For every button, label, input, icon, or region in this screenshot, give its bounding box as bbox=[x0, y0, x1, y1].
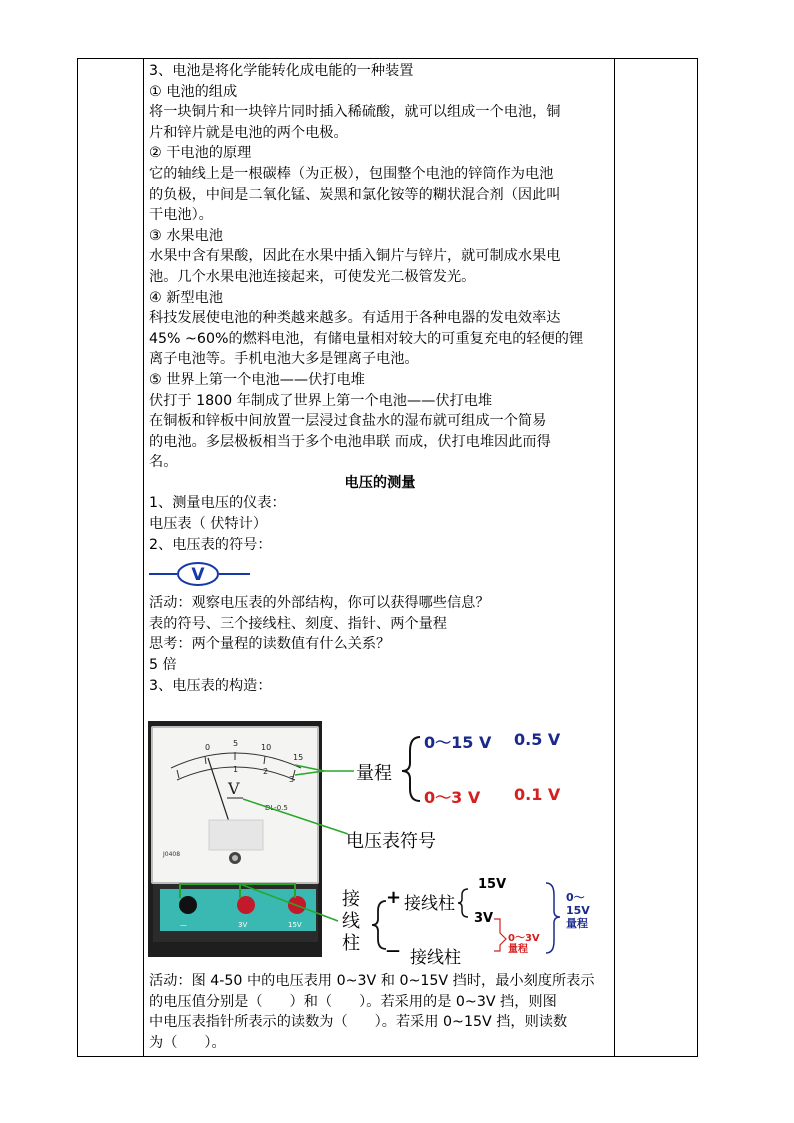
terminal-label bbox=[342, 889, 360, 955]
activity-block bbox=[149, 971, 611, 1053]
range-015-label bbox=[566, 891, 590, 930]
paragraph-line: 名。 bbox=[149, 454, 178, 471]
paragraph-line: 水果中含有果酸，因此在水果中插入铜片与锌片，就可制成水果电 bbox=[149, 248, 561, 265]
voltmeter-symbol-letter: V bbox=[191, 565, 205, 586]
dial-brand: J0408 bbox=[163, 851, 181, 858]
plus-icon: + bbox=[386, 887, 402, 908]
paragraph-line: 伏打于 1800 年制成了世界上第一个电池——伏打电堆 bbox=[149, 392, 493, 409]
terminal-3v-label: 3V bbox=[474, 911, 494, 926]
paragraph-line: 池。几个水果电池连接起来，可使发光二极管发光。 bbox=[149, 268, 476, 285]
answer-line: 表的符号、三个接线柱、刻度、指针、两个量程 bbox=[149, 615, 447, 632]
question-line: 1、测量电压的仪表： bbox=[149, 495, 286, 512]
subsection-title: ① 电池的组成 bbox=[149, 83, 238, 100]
terminal-15v-label: 15V bbox=[478, 877, 507, 892]
paragraph-line: 的电池。多层极板相当于多个电池串联 而成，伏打电堆因此而得 bbox=[149, 433, 551, 450]
plus-terminal-label: 接线柱 bbox=[404, 894, 455, 914]
voltmeter-symbol bbox=[149, 557, 611, 591]
scale-label: 1 bbox=[233, 765, 239, 774]
paragraph-line: 它的轴线上是一根碳棒（为正极），包围整个电池的锌筒作为电池 bbox=[149, 165, 554, 182]
subsection-title: ③ 水果电池 bbox=[149, 227, 223, 244]
range-03-label bbox=[508, 933, 540, 955]
subsection-title: ④ 新型电池 bbox=[149, 289, 223, 306]
range-high: 0～15 V bbox=[424, 733, 492, 752]
answer-line: 5 倍 bbox=[149, 657, 177, 674]
minus-terminal-label: 接线柱 bbox=[410, 948, 461, 968]
subsection-title: ② 干电池的原理 bbox=[149, 145, 252, 162]
voltmeter-symbol-icon bbox=[149, 557, 259, 591]
activity-line: 的电压值分别是（ ）和（ ）。若采用的是 0~3V 挡，则图 bbox=[149, 993, 557, 1010]
scale-label: 15 bbox=[293, 753, 304, 762]
paragraph-line: 离子电池等。手机电池大多是锂离子电池。 bbox=[149, 351, 419, 368]
range-label: 量程 bbox=[356, 763, 392, 784]
paragraph-line: 片和锌片就是电池的两个电极。 bbox=[149, 124, 348, 141]
terminal-label-char: 接 bbox=[342, 889, 360, 910]
range-015-unit: 量程 bbox=[566, 917, 588, 930]
question-line: 3、电压表的构造： bbox=[149, 677, 272, 694]
scale-label: 10 bbox=[261, 743, 272, 752]
post-label: — bbox=[180, 921, 187, 929]
terminal-label-char: 柱 bbox=[342, 933, 360, 954]
dial-v-letter: V bbox=[228, 779, 240, 798]
paragraph-line: 的负极，中间是二氧化锰、炭黑和氯化铵等的糊状混合剂（因此叫 bbox=[149, 186, 561, 203]
post-label: 3V bbox=[238, 921, 248, 929]
paragraph-line: 干电池）。 bbox=[149, 207, 213, 224]
table-column-divider-left bbox=[143, 58, 144, 1057]
scale-label: 0 bbox=[205, 743, 211, 752]
paragraph-line: 科技发展使电池的种类越来越多。有适用于各种电器的发电效率达 bbox=[149, 310, 561, 327]
range-03-value: 0～3V bbox=[508, 933, 540, 944]
minus-icon: — bbox=[386, 943, 400, 959]
range-high-division: 0.5 V bbox=[514, 730, 561, 749]
section-title: 3、电池是将化学能转化成电能的一种装置 bbox=[149, 63, 414, 79]
paragraph-line: 在铜板和锌板中间放置一层浸过食盐水的湿布就可组成一个简易 bbox=[149, 413, 547, 430]
subsection-title: ⑤ 世界上第一个电池——伏打电堆 bbox=[149, 371, 365, 388]
scale-label: 5 bbox=[233, 739, 239, 748]
voltmeter-construction-diagram bbox=[148, 721, 608, 968]
range-low: 0～3 V bbox=[424, 788, 481, 807]
paragraph-line: 将一块铜片和一块锌片同时插入稀硫酸，就可以组成一个电池，铜 bbox=[149, 104, 561, 121]
symbol-label: 电压表符号 bbox=[346, 831, 436, 852]
answer-line: 电压表（ 伏特计） bbox=[149, 516, 268, 533]
activity-line: 中电压表指针所表示的读数为（ ）。若采用 0~15V 挡，则读数 bbox=[149, 1014, 568, 1031]
post-label: 15V bbox=[288, 921, 302, 929]
dial-model: DL-0.5 bbox=[265, 804, 288, 812]
question-line: 2、电压表的符号： bbox=[149, 536, 272, 553]
range-low-division: 0.1 V bbox=[514, 785, 561, 804]
range-03-unit: 量程 bbox=[508, 944, 528, 955]
lesson-content bbox=[149, 61, 611, 696]
question-line: 思考：两个量程的读数值有什么关系？ bbox=[149, 636, 391, 653]
scale-label: 2 bbox=[263, 767, 269, 776]
range-015-value-a: 0～ bbox=[566, 891, 585, 904]
range-015-value-b: 15V bbox=[566, 904, 590, 917]
activity-line: 活动：观察电压表的外部结构，你可以获得哪些信息？ bbox=[149, 595, 490, 612]
activity-line: 活动：图 4-50 中的电压表用 0~3V 和 0~15V 挡时，最小刻度所表示 bbox=[149, 973, 595, 989]
scale-label: 3 bbox=[289, 775, 295, 784]
table-column-divider-right bbox=[614, 58, 615, 1057]
section-heading: 电压的测量 bbox=[344, 474, 416, 491]
paragraph-line: 45% ~60%的燃料电池，有储电量相对较大的可重复充电的轻便的锂 bbox=[149, 330, 584, 347]
terminal-label-char: 线 bbox=[342, 911, 360, 932]
activity-line: 为（ ）。 bbox=[149, 1034, 226, 1051]
